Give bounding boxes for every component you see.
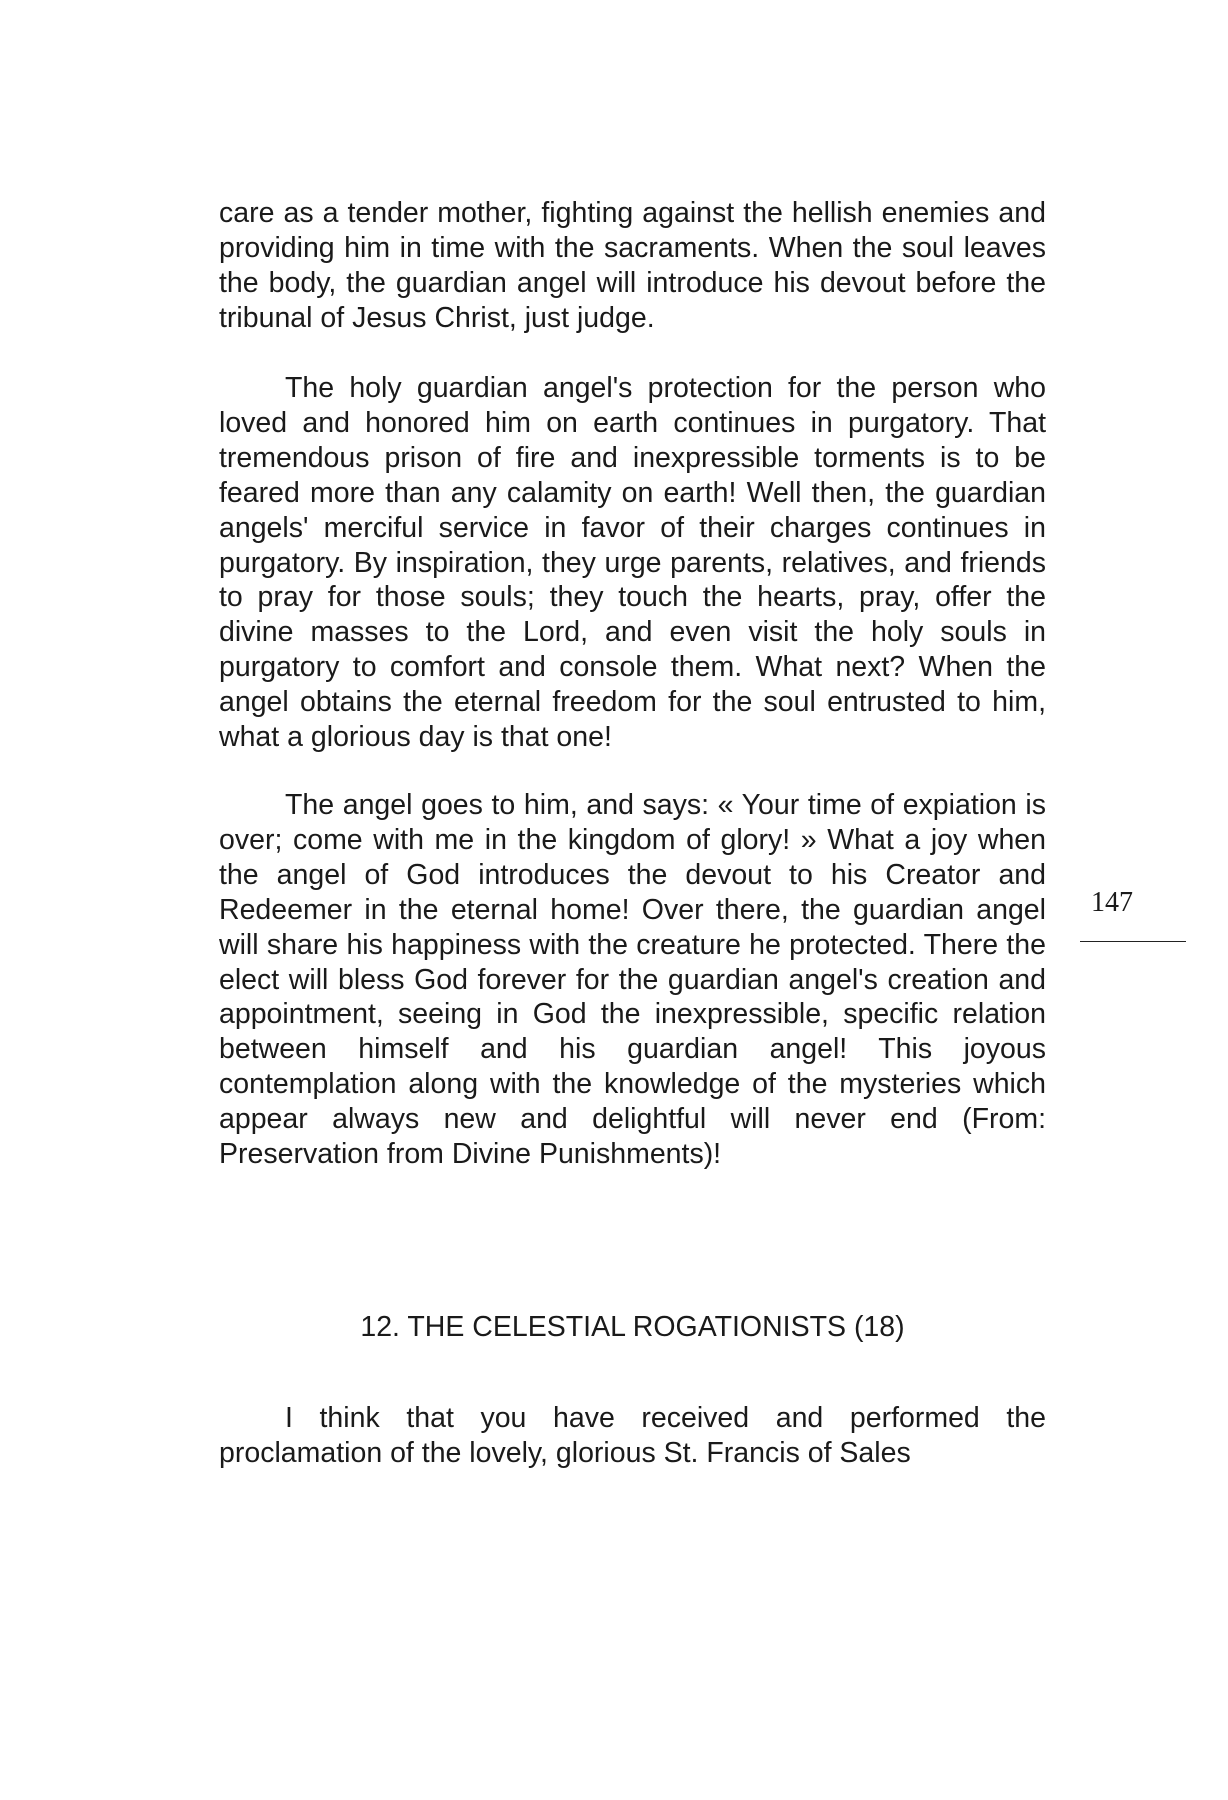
body-text bbox=[219, 371, 1046, 755]
section-heading: 12. THE CELESTIAL ROGATIONISTS (18) bbox=[360, 1311, 905, 1343]
body-text bbox=[219, 1401, 1046, 1471]
body-text bbox=[219, 788, 1046, 1172]
paragraph: The holy guardian angel's protection for the person who loved and honored him on earth continues in purgatory. That tremendous prison of fire and inexpressible torments is to be feared more than any calamity on earth! Well then, the guardian angels' merciful service in favor of their charges continues in purgatory. By inspiration, they urge parents, relatives, and friends to pray for those souls; they touch the hearts, pray, offer the divine masses to the Lord, and even visit the holy souls in purgatory to comfort and console them. What next? When the angel obtains the eternal freedom for the soul entrusted to him, what a glorious day is that one! bbox=[219, 372, 1046, 754]
body-text bbox=[219, 196, 1046, 336]
page-number-rule bbox=[1080, 941, 1186, 942]
paragraph: The angel goes to him, and says: « Your time of expiation is over; come with me in the kingdom of glory! » What a joy when the angel of God introduces the devout to his Creator and Redeemer in the eternal home! Over there, the guardian angel will share his happiness with the creature he protected. There the elect will bless God forever for the guardian angel's creation and appointment, seeing in God the inexpressible, specific relation between himself and his guardian angel! This joyous contemplation along with the knowledge of the mysteries which appear always new and delightful will never end (From: Preservation from Divine Punishments)! bbox=[219, 789, 1046, 1171]
paragraph: I think that you have received and performed the proclamation of the lovely, glorious St. Francis of Sales bbox=[219, 1402, 1046, 1469]
paragraph: care as a tender mother, fighting against the hellish enemies and providing him in time with the sacraments. When the soul leaves the body, the guardian angel will introduce his devout before the tribunal of Jesus Christ, just judge. bbox=[219, 197, 1046, 334]
page-number: 147 bbox=[1091, 887, 1133, 918]
